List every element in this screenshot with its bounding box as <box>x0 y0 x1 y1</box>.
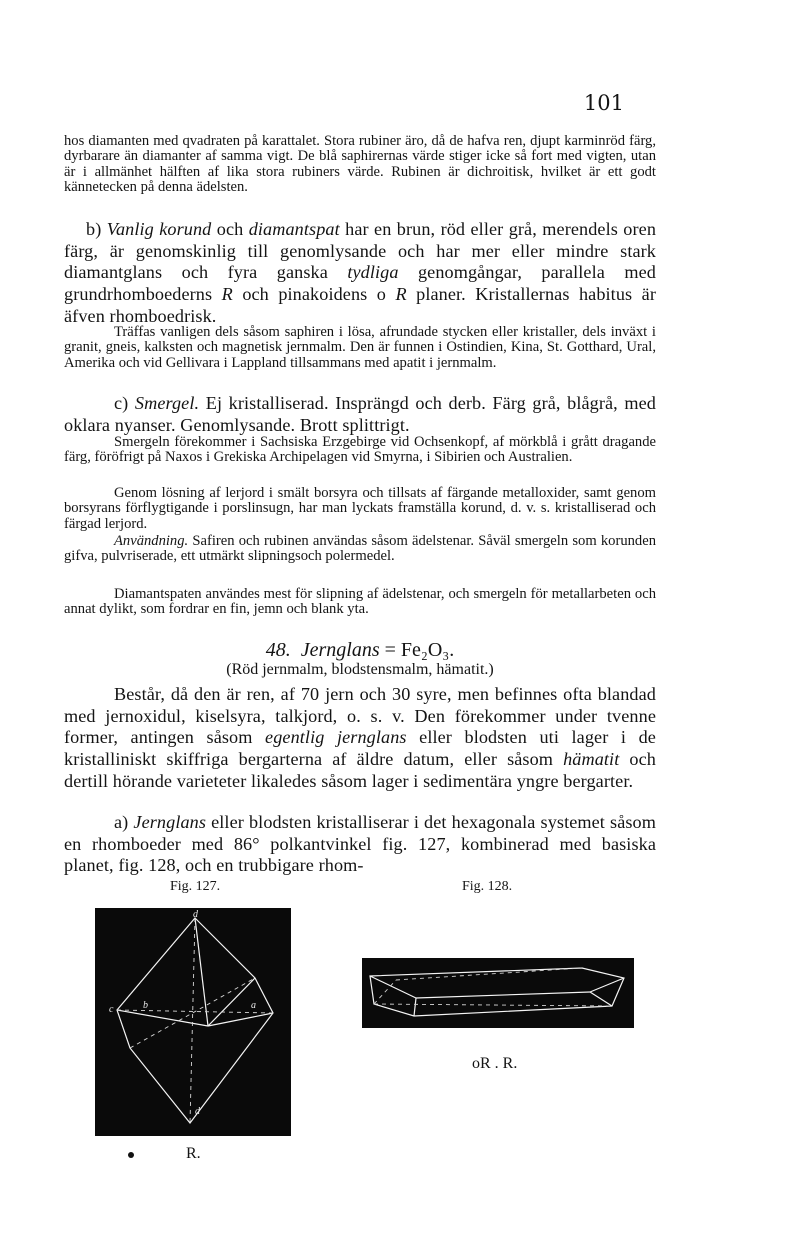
section-heading: 48. Jernglans = Fe₂O₃. <box>265 639 455 661</box>
fig127-letter-right: a <box>251 1000 256 1011</box>
paragraph-synthesis: Genom lösning af lerjord i smält borsyra och tillsats af färgande metalloxider, samt genom borsyrans förflygtigande i porslinsugn, har man lyckats framställa korund, d. v. s. kristalliserad och färgad lerjord. <box>64 485 656 532</box>
paragraph-anvandning: Användning. Safiren och rubinen användas såsom ädelstenar. Såväl smergeln som korunden gifva, pulvriserade, ett utmärkt slipningsoch polermedel. <box>64 533 656 565</box>
paragraph-smergel-occurrence: Smergeln förekommer i Sachsiska Erzgebirge vid Ochsenkopf, af mörkblå i grått dragande färg, föröfrigt på Naxos i Grekiska Archipelagen vid Smyrna, i Sibirien och Australien. <box>64 434 656 466</box>
paragraph-ruby-value: hos diamanten med qvadraten på karattalet. Stora rubiner äro, då de hafva ren, djupt karminröd färg, dyrbarare än diamanter af samma vigt. De blå saphirernas värde stiger icke så fort med vigten, utan är i allmänhet hälften af lika stora rubiners värde. Rubinen är dichroitisk, hvilket är ett godt kännetecken på denna ädelsten. <box>64 133 656 196</box>
figure-127-label: Fig. 127. <box>170 879 221 894</box>
figure-128-label: Fig. 128. <box>462 879 513 894</box>
paragraph-vanlig-korund: b) Vanlig korund och diamantspat har en brun, röd eller grå, merendels oren färg, är genomskinlig till genomlysande och har mer eller mindre stark diamantglans och fyra ganska tydliga genomgångar, parallela med grundrhomboederns R och pinakoidens o R planer. Kristallernas habitus är äfven rhomboedrisk. <box>64 219 657 326</box>
paragraph-jernglans-composition: Består, då den är ren, af 70 jern och 30 syre, men befinnes ofta blandad med jernoxidul, kiselsyra, talkjord, o. s. v. Den förekommer under tvenne former, antingen såsom egentlig jernglans eller blodsten uti lager i de kristalliniskt skiffriga bergarterna af äldre datum, eller såsom hämatit och dertill hörande varieteter likaledes såsom lager i sedimentära yngre bergarter. <box>64 684 656 791</box>
paragraph-jernglans-crystal: a) Jernglans eller blodsten kristalliserar i det hexagonala systemet såsom en rhomboeder med 86° polkantvinkel fig. 127, kombinerad med basiska planet, fig. 128, och en trubbigare rhom- <box>64 812 656 876</box>
paragraph-smergel: c) Smergel. Ej kristalliserad. Insprängd och derb. Färg grå, blågrå, med oklara nyanser. Genomlysande. Brott splittrigt. <box>64 393 656 435</box>
paragraph-diamantspat: Diamantspaten användes mest för slipning af ädelstenar, och smergeln för metallarbeten och annat dylikt, som fordrar en fin, jemn och blank yta. <box>64 586 656 618</box>
page-number: 101 <box>583 91 624 115</box>
fig127-letter-bottom: d <box>195 1106 200 1117</box>
fig127-letter-top: d <box>193 909 198 920</box>
section-subheading: (Röd jernmalm, blodstensmalm, hämatit.) <box>226 661 494 678</box>
figure-128-crystal <box>362 958 634 1028</box>
figure-127-rhombohedron <box>95 908 291 1136</box>
fig127-letter-left: c <box>109 1004 114 1015</box>
ink-speck <box>128 1152 134 1158</box>
paragraph-occurrence-korund: Träffas vanligen dels såsom saphiren i lösa, afrundade stycken eller kristaller, dels inväxt i granit, gneis, kalksten och magnetisk jernmalm. Den är funnen i Ostindien, Kina, St. Gotthard, Ural, Amerika och vid Gellivara i Lappland tillsammans med apatit i jernmalm. <box>64 324 656 371</box>
figure-127-caption: R. <box>186 1145 201 1162</box>
fig127-letter-inner: b <box>143 1000 148 1011</box>
figure-128-caption: oR . R. <box>472 1055 518 1072</box>
